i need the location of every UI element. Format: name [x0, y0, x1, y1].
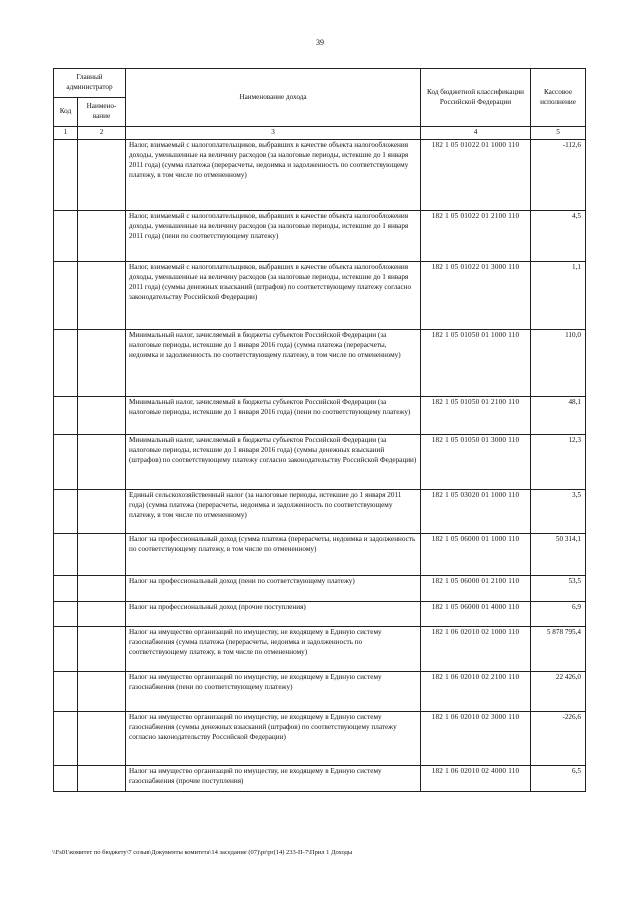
amount-cell: 50 314,1	[531, 533, 586, 575]
income-name-cell: Налог на имущество организаций по имуществу, не входящему в Единую систему газоснабжения (прочие поступления)	[126, 765, 421, 791]
table-row	[54, 533, 586, 575]
admin-name-cell	[78, 575, 126, 601]
admin-code-cell	[54, 533, 78, 575]
income-name-cell: Минимальный налог, зачисляемый в бюджеты субъектов Российской Федерации (за налоговые периоды, истекшие до 1 января 2016 года) (суммы денежных взысканий (штрафов) по соответствующему платежу согласно законодательству Российской Федерации)	[126, 434, 421, 489]
admin-code-cell	[54, 434, 78, 489]
admin-code-cell	[54, 765, 78, 791]
amount-cell: 5 878 795,4	[531, 626, 586, 671]
header-admin-name: Наимено-вание	[78, 98, 126, 127]
admin-name-cell	[78, 765, 126, 791]
column-number-row	[54, 127, 586, 140]
income-name-cell: Единый сельскохозяйственный налог (за налоговые периоды, истекшие до 1 января 2011 года) (сумма платежа (перерасчеты, недоимка и задолженность по соответствующему платежу, в том числе по отмененному)	[126, 489, 421, 533]
budget-code-cell: 182 1 05 01022 01 2100 110	[421, 210, 531, 261]
admin-code-cell	[54, 396, 78, 434]
admin-code-cell	[54, 671, 78, 711]
admin-code-cell	[54, 261, 78, 329]
admin-name-cell	[78, 533, 126, 575]
column-number: 1	[54, 127, 78, 140]
amount-cell: -226,6	[531, 711, 586, 765]
budget-code-cell: 182 1 06 02010 02 1000 110	[421, 626, 531, 671]
income-name-cell: Налог, взимаемый с налогоплательщиков, выбравших в качестве объекта налогообложения доходы, уменьшенные на величину расходов (за налоговые периоды, истекшие до 1 января 2011 года) (суммы денежных взысканий (штрафов) по соответствующему платежу согласно законодательству Российской Федерации)	[126, 261, 421, 329]
page-number: 39	[316, 38, 324, 47]
budget-code-cell: 182 1 05 01050 01 1000 110	[421, 329, 531, 396]
income-name-cell: Налог на имущество организаций по имуществу, не входящему в Единую систему газоснабжения (суммы денежных взысканий (штрафов) по соответствующему платежу согласно законодательству Российской Федерации)	[126, 711, 421, 765]
table-row	[54, 329, 586, 396]
admin-name-cell	[78, 711, 126, 765]
table-row	[54, 711, 586, 765]
budget-code-cell: 182 1 05 01022 01 1000 110	[421, 139, 531, 210]
table-row	[54, 396, 586, 434]
table-row	[54, 139, 586, 210]
admin-name-cell	[78, 261, 126, 329]
income-name-cell: Налог на профессиональный доход (сумма платежа (перерасчеты, недоимка и задолженность по соответствующему платежу, в том числе по отмененному)	[126, 533, 421, 575]
budget-code-cell: 182 1 05 06000 01 2100 110	[421, 575, 531, 601]
header-admin-code: Код	[54, 98, 78, 127]
column-number: 2	[78, 127, 126, 140]
admin-name-cell	[78, 601, 126, 626]
amount-cell: 4,5	[531, 210, 586, 261]
admin-name-cell	[78, 210, 126, 261]
table-body	[54, 127, 586, 792]
admin-code-cell	[54, 139, 78, 210]
header-row-top	[54, 69, 586, 98]
admin-name-cell	[78, 671, 126, 711]
budget-code-cell: 182 1 05 06000 01 1000 110	[421, 533, 531, 575]
table-row	[54, 489, 586, 533]
budget-code-cell: 182 1 05 03020 01 1000 110	[421, 489, 531, 533]
amount-cell: 6,5	[531, 765, 586, 791]
income-name-cell: Налог, взимаемый с налогоплательщиков, выбравших в качестве объекта налогообложения доходы, уменьшенные на величину расходов (за налоговые периоды, истекшие до 1 января 2011 года) (пени по соответствующему платежу)	[126, 210, 421, 261]
budget-code-cell: 182 1 05 01022 01 3000 110	[421, 261, 531, 329]
amount-cell: -112,6	[531, 139, 586, 210]
income-name-cell: Налог на имущество организаций по имуществу, не входящему в Единую систему газоснабжения (сумма платежа (перерасчеты, недоимка и задолженность по соответствующему платежу, в том числе по отмененному)	[126, 626, 421, 671]
income-table	[53, 68, 586, 792]
table-row	[54, 261, 586, 329]
amount-cell: 48,1	[531, 396, 586, 434]
amount-cell: 3,5	[531, 489, 586, 533]
admin-code-cell	[54, 626, 78, 671]
income-name-cell: Минимальный налог, зачисляемый в бюджеты субъектов Российской Федерации (за налоговые периоды, истекшие до 1 января 2016 года) (сумма платежа (перерасчеты, недоимка и задолженность по соответствующему платежу, в том числе по отмененному)	[126, 329, 421, 396]
admin-code-cell	[54, 329, 78, 396]
amount-cell: 53,5	[531, 575, 586, 601]
budget-code-cell: 182 1 06 02010 02 4000 110	[421, 765, 531, 791]
table-row	[54, 765, 586, 791]
budget-code-cell: 182 1 05 01050 01 3000 110	[421, 434, 531, 489]
column-number: 5	[531, 127, 586, 140]
amount-cell: 1,1	[531, 261, 586, 329]
admin-code-cell	[54, 489, 78, 533]
budget-code-cell: 182 1 06 02010 02 2100 110	[421, 671, 531, 711]
admin-name-cell	[78, 626, 126, 671]
income-name-cell: Налог на имущество организаций по имуществу, не входящему в Единую систему газоснабжения (пени по соответствующему платежу)	[126, 671, 421, 711]
admin-code-cell	[54, 210, 78, 261]
footer-file-path: \\Fs01\комитет по бюджету\7 созыв\Документы комитета\14 заседание (07)\pr\pr(14) 233-П-7\Прил 1 Доходы	[52, 849, 353, 856]
table-row	[54, 434, 586, 489]
header-budget-code: Код бюджетной классификации Российской Федерации	[421, 69, 531, 127]
admin-code-cell	[54, 575, 78, 601]
budget-code-cell: 182 1 05 06000 01 4000 110	[421, 601, 531, 626]
admin-code-cell	[54, 711, 78, 765]
table-row	[54, 601, 586, 626]
table-row	[54, 210, 586, 261]
header-income-name: Наименование дохода	[126, 69, 421, 127]
amount-cell: 6,9	[531, 601, 586, 626]
table-row	[54, 626, 586, 671]
admin-code-cell	[54, 601, 78, 626]
header-main-administrator: Главный администратор	[54, 69, 126, 98]
amount-cell: 12,3	[531, 434, 586, 489]
budget-code-cell: 182 1 06 02010 02 3000 110	[421, 711, 531, 765]
column-number: 3	[126, 127, 421, 140]
admin-name-cell	[78, 396, 126, 434]
admin-name-cell	[78, 434, 126, 489]
income-name-cell: Налог на профессиональный доход (пени по соответствующему платежу)	[126, 575, 421, 601]
income-name-cell: Налог на профессиональный доход (прочие поступления)	[126, 601, 421, 626]
header-cash-execution: Кассовое исполнение	[531, 69, 586, 127]
income-name-cell: Налог, взимаемый с налогоплательщиков, выбравших в качестве объекта налогообложения доходы, уменьшенные на величину расходов (за налоговые периоды, истекшие до 1 января 2011 года) (сумма платежа (перерасчеты, недоимка и задолженность по соответствующему платежу, в том числе по отмененному)	[126, 139, 421, 210]
column-number: 4	[421, 127, 531, 140]
table-row	[54, 671, 586, 711]
table-row	[54, 575, 586, 601]
amount-cell: 110,0	[531, 329, 586, 396]
admin-name-cell	[78, 139, 126, 210]
admin-name-cell	[78, 489, 126, 533]
income-name-cell: Минимальный налог, зачисляемый в бюджеты субъектов Российской Федерации (за налоговые периоды, истекшие до 1 января 2016 года) (пени по соответствующему платежу)	[126, 396, 421, 434]
admin-name-cell	[78, 329, 126, 396]
amount-cell: 22 426,0	[531, 671, 586, 711]
budget-code-cell: 182 1 05 01050 01 2100 110	[421, 396, 531, 434]
